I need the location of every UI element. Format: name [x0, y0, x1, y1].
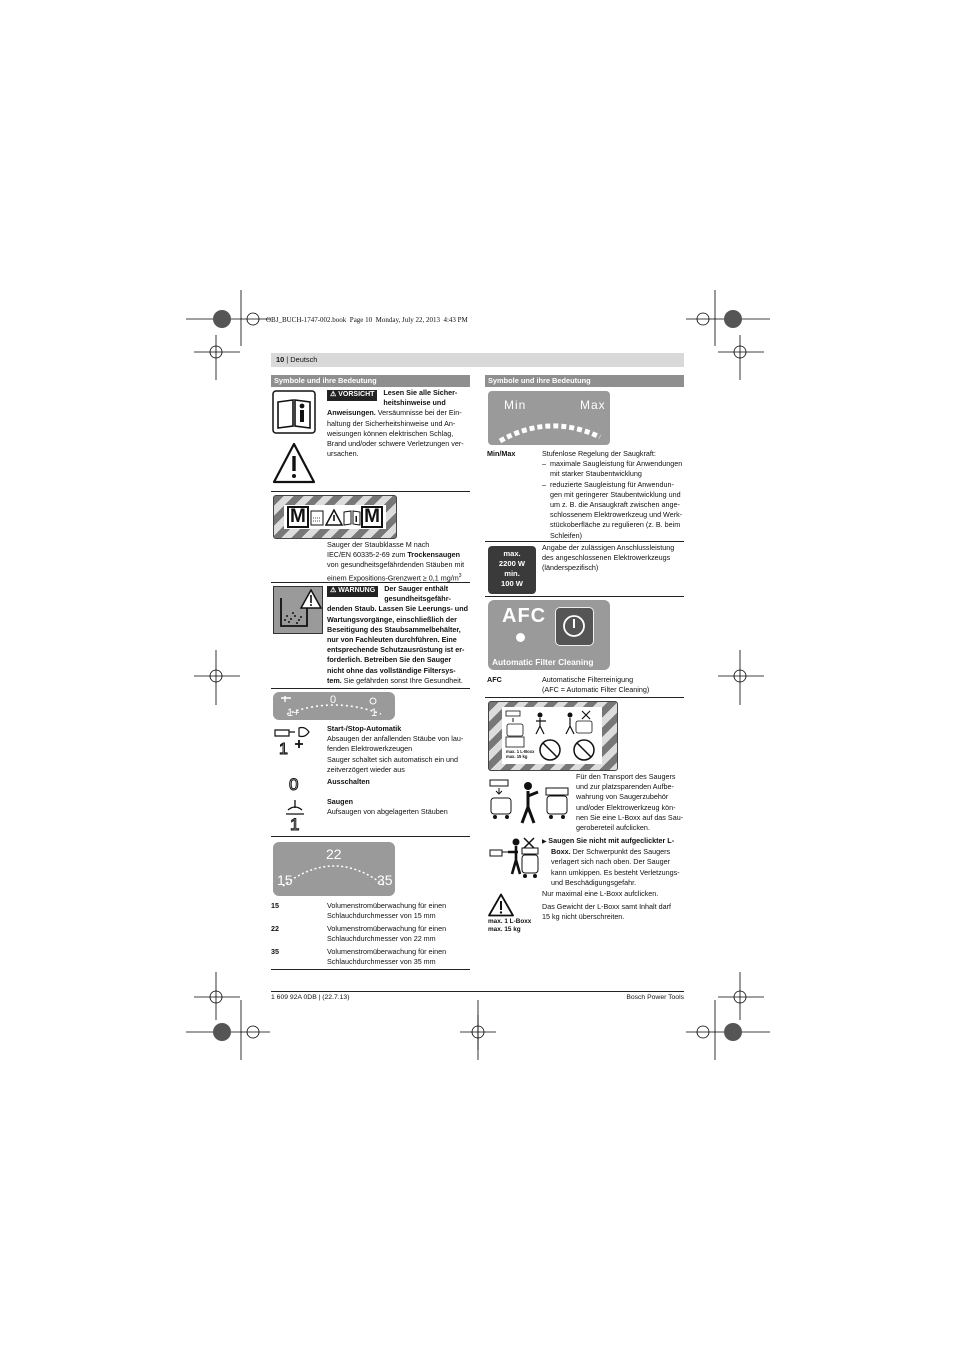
- on-title: Saugen: [327, 797, 353, 806]
- divider: [271, 969, 470, 970]
- min-label: Min: [504, 398, 527, 412]
- warning-bold-line: Beseitigung des Staubsammelbehälter,: [327, 624, 461, 634]
- sticker-line: max. 15 kg: [506, 754, 528, 759]
- power-line: min.: [504, 569, 520, 578]
- footer-left: 1 609 92A 0DB | (22.7.13): [271, 994, 350, 1001]
- hose-diameter-dial: [273, 842, 395, 896]
- afc-key: AFC: [487, 675, 502, 684]
- divider: [271, 688, 470, 689]
- dial-label-off: 0: [330, 694, 337, 706]
- hose-line: Volumenstromüberwachung für einen: [327, 901, 447, 910]
- min-max-dial: [488, 391, 610, 445]
- dust-class-line: IEC/EN 60335-2-69 zum: [327, 550, 408, 560]
- dry-vacuuming-term: Trockensaugen: [407, 550, 461, 560]
- power-rating-badge: [488, 546, 536, 594]
- hose-key: 15: [271, 901, 279, 910]
- caution-text-line: Brand und/oder schwere Verletzungen ver-: [327, 439, 464, 449]
- sticker-line: max. 1 L-Boxx: [506, 749, 535, 754]
- max-label: Max: [580, 398, 606, 412]
- page-header-bar: [271, 353, 684, 367]
- afc-power-button: [555, 607, 594, 646]
- weight-label-line: max. 1 L-Boxx: [488, 918, 532, 925]
- divider: [271, 836, 470, 837]
- caution-badge: ⚠ VORSICHT: [327, 390, 377, 401]
- small-warning-icon: [325, 509, 343, 526]
- dust-class-m-label: [273, 495, 397, 539]
- warning-bold-line: tem.: [327, 675, 342, 685]
- hose-line: Volumenstromüberwachung für einen: [327, 947, 447, 956]
- divider: [271, 582, 470, 583]
- caution-block: [327, 388, 470, 459]
- lboxx-transport-icon: [488, 774, 570, 830]
- filter-bin-icon: [309, 508, 325, 526]
- minmax-intro: Stufenlose Regelung der Saugkraft:: [542, 449, 656, 458]
- small-manual-icon: [343, 509, 361, 526]
- hazardous-dust-icon: [273, 586, 323, 634]
- power-line: 100 W: [501, 579, 523, 588]
- power-line: 2200 W: [498, 559, 526, 568]
- power-text-line: Angabe der zulässigen Anschlussleistung: [542, 543, 675, 552]
- warning-badge: ⚠ WARNUNG: [327, 586, 378, 597]
- off-title: Ausschalten: [327, 777, 370, 786]
- power-text-line: (länderspezifisch): [542, 563, 599, 573]
- power-text: [542, 543, 684, 574]
- lboxx-warning-line: verlagert sich nach oben. Der Sauger: [551, 857, 671, 867]
- warning-block: [327, 584, 470, 686]
- transport-line: nen Sie eine L-Boxx auf das Sau-: [576, 812, 684, 822]
- afc-line: (AFC = Automatic Filter Cleaning): [542, 685, 650, 695]
- on-symbol: 1: [290, 815, 300, 834]
- dust-class-m-letter: M: [361, 506, 383, 528]
- auto-start-text: [327, 724, 472, 775]
- caution-text-line: weisungen können elektrischen Schlag,: [327, 428, 454, 438]
- power-text-line: des angeschlossenen Elektrowerkzeugs: [542, 553, 671, 563]
- no-vacuum-with-lboxx-icon: [488, 836, 540, 882]
- caution-bold-line: Lesen Sie alle Sicher-: [383, 388, 458, 397]
- switch-dial-panel: [273, 692, 395, 720]
- page-number: 10: [276, 355, 285, 364]
- hose-line: Volumenstromüberwachung für einen: [327, 924, 447, 933]
- weight-line: 15 kg nicht überschreiten.: [542, 912, 625, 922]
- dust-class-text: [327, 540, 472, 583]
- afc-indicator-dot: [516, 633, 525, 642]
- read-manual-icon: [272, 390, 316, 434]
- lboxx-warning-bold: Saugen Sie nicht mit aufgeclickter L-: [548, 836, 675, 845]
- lboxx-warning-line: und Beschädigungsgefahr.: [551, 877, 637, 887]
- warning-bold-line: nicht ohne das vollständige Filtersys-: [327, 665, 456, 675]
- auto-start-line: fenden Elektrowerkzeugen: [327, 744, 413, 754]
- only-one-lboxx: Nur maximal eine L-Boxx aufclicken.: [542, 889, 659, 898]
- minmax-key: Min/Max: [487, 449, 516, 458]
- on-description: Aufsaugen von abgelagerten Stäuben: [327, 807, 448, 817]
- dial-label-auto: 1+: [287, 707, 300, 719]
- lboxx-warning-line: kann umkippen. Es besteht Verletzungs-: [551, 867, 680, 877]
- minmax-bullet: – reduzierte Saugleistung für Anwendun- gen mit geringerer Staubentwicklung und um z. B. die Ansaugkraft zwischen ange- schlossenem Elektrowerkzeug und Werk- stückoberfläche zu regulieren (z. B. beim Schleifen): [542, 480, 684, 541]
- dial-label-on: 1: [371, 707, 378, 719]
- dust-class-line: von gesundheitsgefährdenden Stäuben mit: [327, 560, 465, 570]
- hose-dial-label-22: 22: [326, 846, 342, 862]
- hose-line: Schlauchdurchmesser von 15 mm: [327, 911, 436, 921]
- auto-start-line: Sauger schaltet sich automatisch ein und: [327, 754, 459, 764]
- weight-label-line: max. 15 kg: [488, 926, 521, 933]
- afc-panel-title: AFC: [502, 605, 547, 627]
- hose-dial-label-15: 15: [277, 872, 293, 888]
- warning-bold-line: gesundheitsgefähr-: [384, 594, 451, 604]
- warning-bold-line: forderlich. Betreiben Sie den Sauger: [327, 655, 452, 665]
- caution-text-line: Versäumnisse bei der Ein-: [375, 408, 462, 418]
- hose-row: [271, 947, 470, 970]
- arrow-bullet-icon: ▶: [542, 839, 549, 845]
- dust-class-m-letter: M: [287, 506, 309, 528]
- hose-table: [271, 901, 470, 970]
- caution-badge-icon: ⚠: [330, 391, 339, 398]
- caution-text-line: ursachen.: [327, 449, 359, 459]
- hose-dial-label-35: 35: [377, 872, 393, 888]
- transport-line: und/oder Elektrowerkzeug kön-: [576, 802, 676, 812]
- hose-line: Schlauchdurchmesser von 22 mm: [327, 934, 436, 944]
- auto-start-tool-icon: [273, 724, 319, 756]
- transport-text: [576, 772, 684, 833]
- auto-start-line: zeitverzögert wieder aus: [327, 764, 405, 774]
- weight-text: [542, 902, 684, 922]
- off-symbol: 0: [289, 775, 299, 794]
- warning-bold-line: entsprechende Schutzausrüstung ist er-: [327, 645, 465, 655]
- divider: [271, 491, 470, 492]
- footer-rule: [271, 991, 684, 992]
- minmax-row: [487, 449, 684, 541]
- svg-text:1: 1: [279, 741, 288, 756]
- hose-line: Schlauchdurchmesser von 35 mm: [327, 957, 436, 967]
- divider: [485, 541, 684, 542]
- warning-tail: Sie gefährden sonst Ihre Gesundheit.: [341, 675, 463, 685]
- header-separator: |: [284, 355, 291, 364]
- auto-start-title: Start-/Stop-Automatik: [327, 724, 402, 733]
- hose-row: [271, 924, 470, 947]
- left-section-title: Symbole und ihre Bedeutung: [271, 375, 470, 387]
- print-header: OBJ_BUCH-1747-002.book Page 10 Monday, July 22, 2013 4:43 PM: [266, 316, 468, 324]
- afc-panel-caption: Automatic Filter Cleaning: [492, 657, 594, 667]
- power-line: max.: [503, 549, 521, 558]
- lboxx-warning-text: [542, 836, 684, 888]
- warning-triangle-icon: [272, 442, 316, 484]
- warning-bold-line: nur von Fachleuten durchführen. Eine: [327, 635, 457, 645]
- transport-line: gerobereteil aufclicken.: [576, 823, 650, 833]
- hose-key: 35: [271, 947, 279, 956]
- superscript: 3: [458, 572, 462, 579]
- transport-line: wahrung von Saugerzubehör: [576, 792, 669, 802]
- caution-bold-line: Anweisungen.: [327, 408, 376, 418]
- weight-warning-icon: [488, 893, 514, 917]
- warning-bold-line: Wartungsvorgänge, einschließlich der: [327, 614, 457, 624]
- warning-bold-line: denden Staub. Lassen Sie Leerungs- und: [327, 604, 468, 614]
- page-language: Deutsch: [290, 355, 318, 364]
- transport-line: und zur platzsparenden Aufbe-: [576, 782, 674, 792]
- lboxx-warning-bold: Boxx.: [551, 847, 571, 857]
- right-section-title: Symbole und ihre Bedeutung: [485, 375, 684, 387]
- afc-line: Automatische Filterreinigung: [542, 675, 634, 684]
- lboxx-warning-line: Der Schwerpunkt des Saugers: [570, 847, 671, 857]
- power-icon: [556, 608, 592, 644]
- warning-bold-line: Der Sauger enthält: [384, 584, 449, 593]
- minmax-bullet: – maximale Saugleistung für Anwendungen mit starker Staubentwicklung: [542, 459, 684, 479]
- sticker-text: [506, 749, 534, 759]
- divider: [485, 697, 684, 698]
- divider: [485, 596, 684, 597]
- caution-bold-line: heitshinweise und: [383, 398, 446, 408]
- weight-line: Das Gewicht der L-Boxx samt Inhalt darf: [542, 902, 672, 911]
- transport-line: Für den Transport des Saugers: [576, 772, 676, 781]
- afc-panel: [488, 600, 610, 670]
- lboxx-sticker: [488, 701, 618, 771]
- hose-row: [271, 901, 470, 924]
- dust-class-line: einem Expositions-Grenzwert ≥ 0,1 mg/m: [327, 573, 459, 582]
- afc-row: [487, 675, 684, 695]
- warning-badge-icon: ⚠: [330, 587, 339, 594]
- weight-label: [488, 918, 531, 934]
- on-text: [327, 797, 472, 817]
- hose-key: 22: [271, 924, 279, 933]
- footer-right: Bosch Power Tools: [626, 994, 684, 1001]
- auto-start-line: Absaugen der anfallenden Stäube von lau-: [327, 734, 464, 744]
- caution-text-line: haltung der Sicherheitshinweise und An-: [327, 418, 456, 428]
- dust-class-line: Sauger der Staubklasse M nach: [327, 540, 430, 549]
